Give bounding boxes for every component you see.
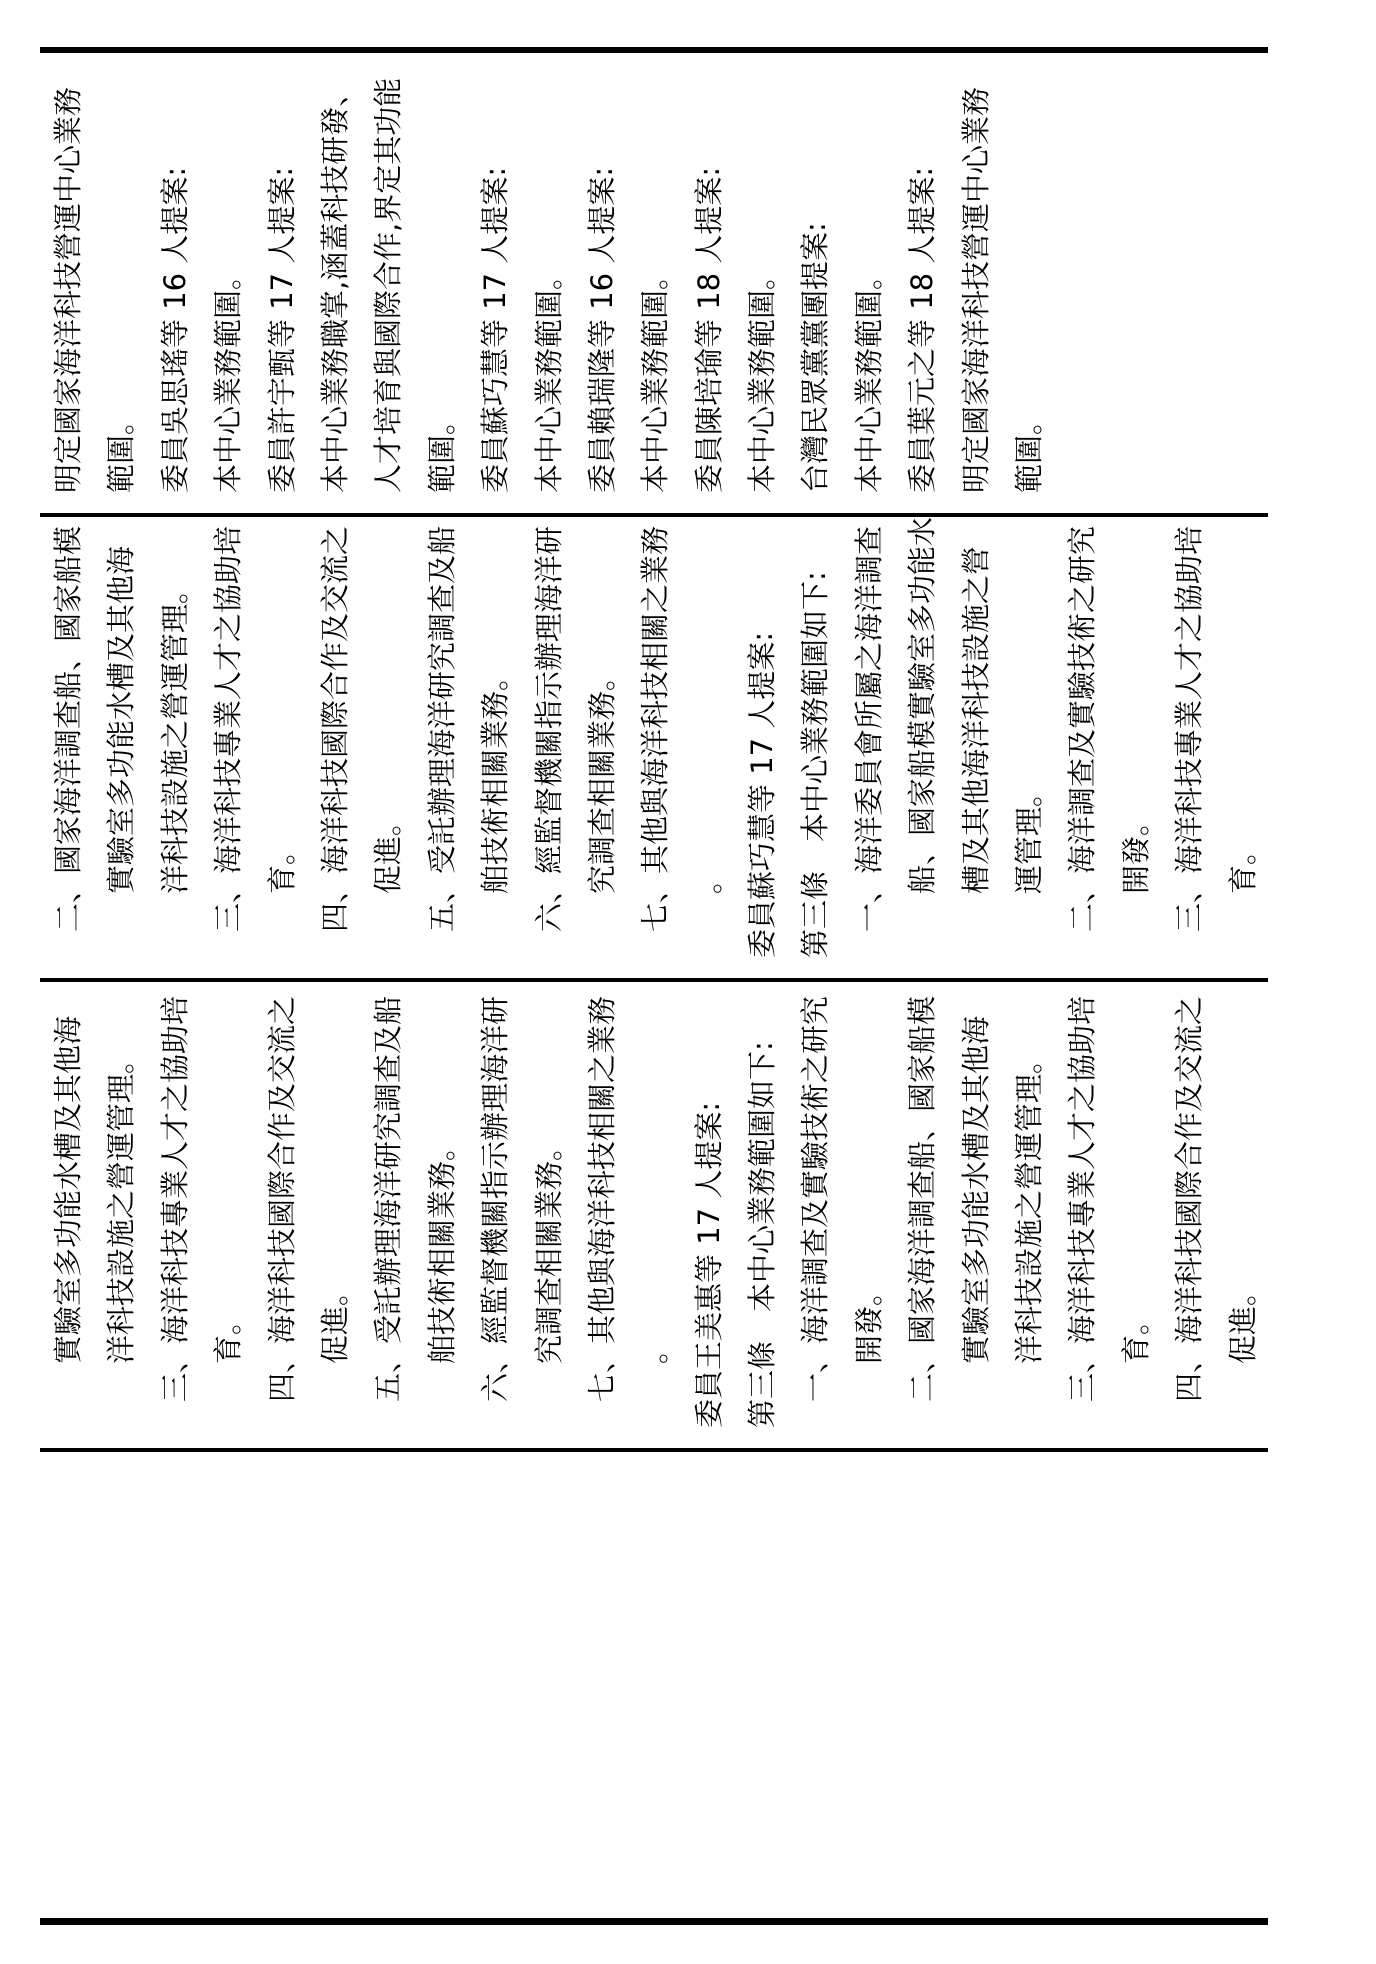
text-line: 運管理。 bbox=[1012, 777, 1047, 894]
text-line: 人才培育與國際合作,界定其功能 bbox=[371, 77, 406, 493]
text-line: 委員許宇甄等 17 人提案: bbox=[264, 166, 299, 493]
text-line: 委員吳思瑤等 16 人提案: bbox=[157, 166, 192, 493]
text-line: 六、經監督機關指示辦理海洋研 bbox=[531, 525, 566, 932]
text-line: 範圍。 bbox=[424, 405, 459, 493]
text-line: 三、海洋科技專業人才之協助培 bbox=[1065, 995, 1100, 1402]
text-line: 台灣民眾黨黨團提案: bbox=[798, 222, 833, 493]
text-line: 委員葉元之等 18 人提案: bbox=[905, 166, 940, 493]
text-line: 舶技術相關業務。 bbox=[424, 1131, 459, 1364]
text-line: 育。 bbox=[1225, 835, 1260, 894]
text-line: 本中心業務範圍。 bbox=[745, 260, 780, 493]
text-line: 實驗室多功能水槽及其他海 bbox=[104, 545, 139, 894]
text-line: 第三條 本中心業務範圍如下: bbox=[798, 571, 833, 958]
column-divider bbox=[40, 1448, 1268, 1452]
text-line: 第三條 本中心業務範圍如下: bbox=[745, 1041, 780, 1428]
text-line: 七、其他與海洋科技相關之業務 bbox=[584, 995, 619, 1402]
text-line: 槽及其他海洋科技設施之營 bbox=[958, 545, 993, 894]
text-line: 三、海洋科技專業人才之協助培 bbox=[1172, 525, 1207, 932]
text-line: 四、海洋科技國際合作及交流之 bbox=[317, 525, 352, 932]
text-line: 育。 bbox=[264, 835, 299, 894]
text-line: 促進。 bbox=[1225, 1276, 1260, 1364]
text-line: 委員王美惠等 17 人提案: bbox=[691, 1101, 726, 1428]
text-line: 本中心業務範圍。 bbox=[638, 260, 673, 493]
text-line: 促進。 bbox=[371, 806, 406, 894]
text-line: 開發。 bbox=[1118, 806, 1153, 894]
text-line: 究調查相關業務。 bbox=[531, 1131, 566, 1364]
text-line: 五、受託辦理海洋研究調查及船 bbox=[371, 995, 406, 1402]
text-line: 五、受託辦理海洋研究調查及船 bbox=[424, 525, 459, 932]
text-line: 委員陳培瑜等 18 人提案: bbox=[691, 166, 726, 493]
text-line: 一、海洋調查及實驗技術之研究 bbox=[798, 995, 833, 1402]
text-line: 開發。 bbox=[851, 1276, 886, 1364]
text-line: 。 bbox=[691, 864, 726, 894]
text-line: 育。 bbox=[211, 1305, 246, 1364]
text-line: 。 bbox=[638, 1334, 673, 1364]
text-line: 本中心業務職掌,涵蓋科技研發、 bbox=[317, 77, 352, 493]
table-cell-proposal-a bbox=[40, 517, 1268, 978]
text-line: 究調查相關業務。 bbox=[584, 661, 619, 894]
text-line: 四、海洋科技國際合作及交流之 bbox=[264, 995, 299, 1402]
text-line: 本中心業務範圍。 bbox=[211, 260, 246, 493]
text-line: 洋科技設施之營運管理。 bbox=[104, 1044, 139, 1364]
rotated-comparison-table bbox=[40, 47, 1268, 1925]
text-line: 明定國家海洋科技營運中心業務 bbox=[51, 86, 85, 493]
text-line: 本中心業務範圍。 bbox=[531, 260, 566, 493]
column-divider bbox=[40, 978, 1268, 982]
text-line: 七、其他與海洋科技相關之業務 bbox=[638, 525, 673, 932]
text-line: 範圍。 bbox=[104, 405, 139, 493]
text-line: 六、經監督機關指示辦理海洋研 bbox=[478, 995, 513, 1402]
text-line: 委員賴瑞隆等 16 人提案: bbox=[584, 166, 619, 493]
text-line: 一、海洋委員會所屬之海洋調查 bbox=[851, 525, 886, 932]
column-divider bbox=[40, 513, 1268, 517]
text-line: 二、國家海洋調查船、國家船模 bbox=[51, 525, 85, 932]
table-cell-explanation bbox=[40, 53, 1268, 513]
text-line: 明定國家海洋科技營運中心業務 bbox=[958, 86, 993, 493]
text-line: 四、海洋科技國際合作及交流之 bbox=[1172, 995, 1207, 1402]
text-line: 促進。 bbox=[317, 1276, 352, 1364]
text-line: 實驗室多功能水槽及其他海 bbox=[958, 1015, 993, 1364]
text-line: 範圍。 bbox=[1012, 405, 1047, 493]
table-cell-proposal-b bbox=[40, 982, 1268, 1448]
text-line: 育。 bbox=[1118, 1305, 1153, 1364]
text-line: 三、海洋科技專業人才之協助培 bbox=[211, 525, 246, 932]
text-line: 船、國家船模實驗室多功能水 bbox=[905, 517, 940, 894]
text-line: 洋科技設施之營運管理。 bbox=[1012, 1044, 1047, 1364]
table-cell-review-empty bbox=[40, 1452, 1268, 1918]
text-line: 實驗室多功能水槽及其他海 bbox=[51, 1015, 85, 1364]
text-line: 二、海洋調查及實驗技術之研究 bbox=[1065, 525, 1100, 932]
text-line: 委員蘇巧慧等 17 人提案: bbox=[745, 631, 780, 958]
text-line: 本中心業務範圍。 bbox=[851, 260, 886, 493]
text-line: 委員蘇巧慧等 17 人提案: bbox=[478, 166, 513, 493]
text-line: 舶技術相關業務。 bbox=[478, 661, 513, 894]
text-line: 三、海洋科技專業人才之協助培 bbox=[157, 995, 192, 1402]
text-line: 二、國家海洋調查船、國家船模 bbox=[905, 995, 940, 1402]
text-line: 洋科技設施之營運管理。 bbox=[157, 574, 192, 894]
